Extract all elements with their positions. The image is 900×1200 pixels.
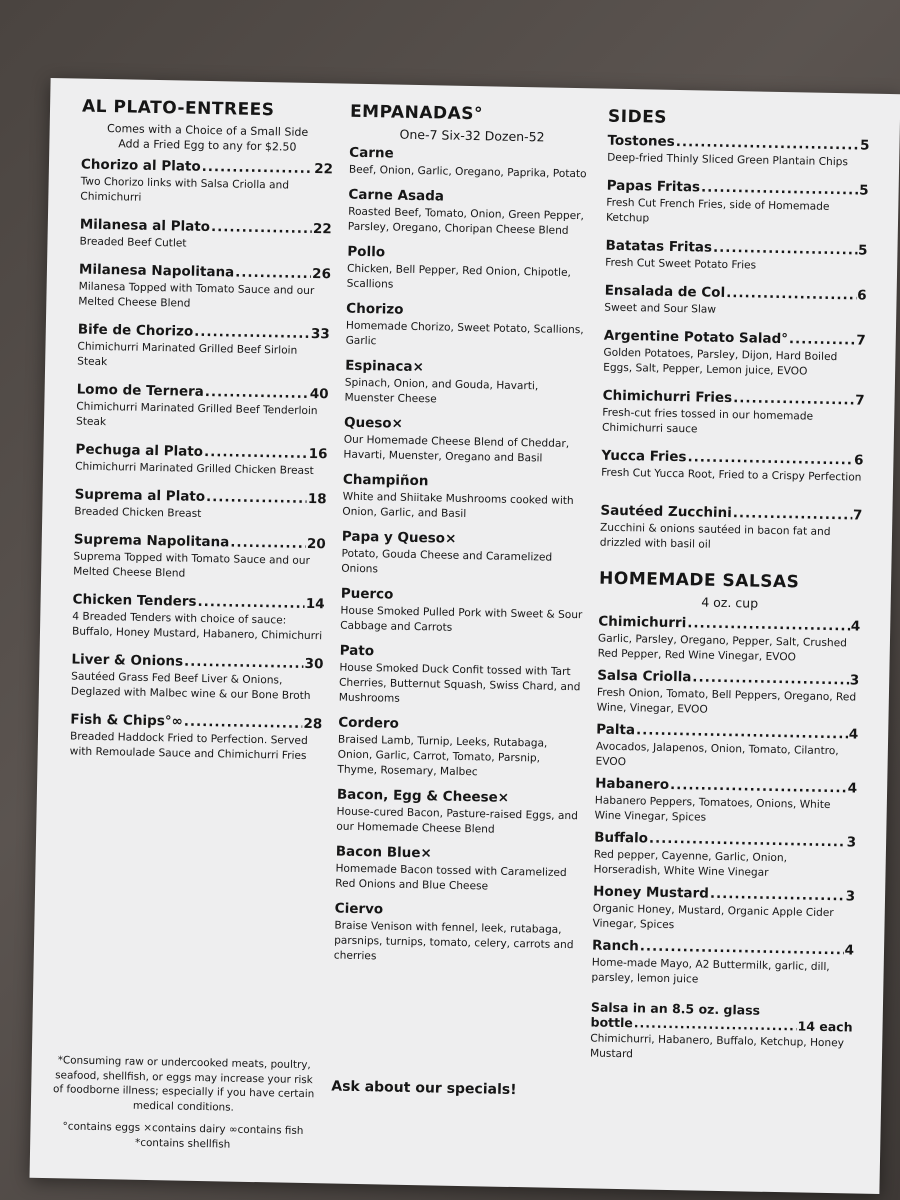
salsa-price: 4 xyxy=(844,942,855,959)
side-desc: Fresh Cut Yucca Root, Fried to a Crispy Perfection xyxy=(601,466,862,484)
salsa-bottle-desc: Chimichurri, Habanero, Buffalo, Ketchup, Honey Mustard xyxy=(589,1032,845,1061)
empanada-desc: Chicken, Bell Pepper, Red Onion, Chipotle, Scallions xyxy=(346,262,571,291)
side-item xyxy=(603,328,866,381)
entree-price: 33 xyxy=(310,325,330,343)
salsa-price: 3 xyxy=(849,672,860,689)
empanada-name: Carne Asada xyxy=(348,186,445,205)
side-name: Chimichurri Fries xyxy=(602,387,733,407)
empanada-name: Carne xyxy=(349,144,394,162)
empanada-name: Espinaca× xyxy=(345,357,425,376)
entree-item xyxy=(73,531,326,584)
entree-item xyxy=(77,322,330,375)
entree-name: Chicken Tenders xyxy=(72,591,197,610)
empanada-desc: Our Homemade Cheese Blend of Cheddar, Havarti, Muenster, Oregano and Basil xyxy=(343,433,570,465)
side-name: Argentine Potato Salad° xyxy=(603,327,789,348)
empanada-name: Queso× xyxy=(343,414,404,432)
salsa-desc: Habanero Peppers, Tomatoes, Onions, White Wine Vinegar, Spices xyxy=(594,794,831,824)
salsas-size: 4 oz. cup xyxy=(701,594,759,611)
entree-name: Liver & Onions xyxy=(71,651,184,670)
salsa-bottle-name: bottle xyxy=(590,1014,633,1031)
salsa-price: 3 xyxy=(846,834,857,851)
salsa-item xyxy=(596,668,859,721)
salsa-item xyxy=(598,614,861,667)
salsa-price: 4 xyxy=(848,726,859,743)
salsa-price: 4 xyxy=(850,618,861,635)
entree-name: Milanesa al Plato xyxy=(79,216,211,236)
empanada-desc: House-cured Bacon, Pasture-raised Eggs, and our Homemade Cheese Blend xyxy=(336,805,578,836)
empanadas-column xyxy=(334,102,596,969)
empanada-name: Pato xyxy=(339,642,375,660)
salsa-item xyxy=(594,776,857,829)
salsa-desc: Red pepper, Cayenne, Garlic, Onion, Horseradish, White Wine Vinegar xyxy=(593,848,788,879)
empanada-name: Puerco xyxy=(340,585,394,603)
entree-name: Lomo de Ternera xyxy=(76,381,204,400)
side-desc: Fresh Cut Sweet Potato Fries xyxy=(605,256,757,272)
empanada-name: Bacon Blue× xyxy=(335,843,432,862)
entree-name: Suprema al Plato xyxy=(74,486,206,505)
side-desc: Sweet and Sour Slaw xyxy=(604,301,717,316)
side-item xyxy=(604,283,867,321)
side-desc: Fresh Cut French Fries, side of Homemade Ketchup xyxy=(605,196,830,225)
entree-desc: Chimichurri Marinated Grilled Beef Tenderloin Steak xyxy=(75,400,318,429)
empanada-desc: Homemade Chorizo, Sweet Potato, Scallions, Garlic xyxy=(345,319,584,348)
food-safety-notice xyxy=(50,1053,317,1153)
allergen-legend: °contains eggs ×contains dairy ∞contains fish xyxy=(62,1120,304,1137)
side-desc: Deep-fried Thinly Sliced Green Plantain Chips xyxy=(607,151,849,169)
empanadas-pricing: One-7 Six-32 Dozen-52 xyxy=(399,126,545,145)
empanada-name: Pollo xyxy=(347,243,386,261)
empanada-desc: Braised Lamb, Turnip, Leeks, Rutabaga, Onion, Garlic, Carrot, Tomato, Parsnip, Thyme, Rosemary, Malbec xyxy=(337,733,548,779)
entree-name: Pechuga al Plato xyxy=(75,441,204,460)
side-desc: Golden Potatoes, Parsley, Dijon, Hard Boiled Eggs, Salt, Pepper, Lemon juice, EVOO xyxy=(603,346,838,378)
empanada-desc: House Smoked Duck Confit tossed with Tart Cherries, Butternut Squash, Swiss Chard, and Mushrooms xyxy=(338,661,581,705)
salsa-desc: Fresh Onion, Tomato, Bell Peppers, Oregano, Red Wine, Vinegar, EVOO xyxy=(596,686,857,716)
salsa-name: Buffalo xyxy=(594,829,649,847)
entree-item xyxy=(72,591,325,644)
empanada-desc: Roasted Beef, Tomato, Onion, Green Pepper, Parsley, Oregano, Choripan Cheese Blend xyxy=(347,205,585,237)
entree-desc: Breaded Beef Cutlet xyxy=(79,235,187,250)
entrees-subtitle-egg: Add a Fried Egg to any for $2.50 xyxy=(118,137,297,154)
empanada-desc: Potato, Gouda Cheese and Caramelized Onions xyxy=(341,547,553,576)
side-price: 5 xyxy=(857,242,868,259)
salsa-item xyxy=(592,884,855,937)
sides-column xyxy=(590,107,870,1067)
entree-price: 14 xyxy=(305,595,325,613)
side-item xyxy=(601,448,864,486)
entree-price: 20 xyxy=(306,535,326,553)
side-name: Sautéed Zucchini xyxy=(600,502,733,522)
entree-desc: 4 Breaded Tenders with choice of sauce: Buffalo, Honey Mustard, Habanero, Chimichurri xyxy=(71,610,323,643)
salsa-name: Chimichurri xyxy=(598,613,687,632)
empanada-desc: House Smoked Pulled Pork with Sweet & Sour Cabbage and Carrots xyxy=(340,604,583,634)
entree-item xyxy=(76,382,329,435)
empanada-name: Chorizo xyxy=(346,300,404,318)
entree-name: Bife de Chorizo xyxy=(77,321,194,340)
entree-item xyxy=(79,217,332,255)
sides-title: SIDES xyxy=(607,106,668,128)
entree-price: 16 xyxy=(308,445,328,463)
side-price: 5 xyxy=(859,137,870,154)
salsa-bottle-item xyxy=(590,999,853,1066)
entree-price: 30 xyxy=(304,655,324,673)
side-name: Ensalada de Col xyxy=(604,282,726,301)
side-name: Tostones xyxy=(607,132,675,150)
salsa-bottle-price: 14 each xyxy=(797,1018,853,1035)
entrees-title: AL PLATO-ENTREES xyxy=(81,96,275,121)
consumption-warning: *Consuming raw or undercooked meats, poultry, seafood, shellfish, or eggs may increase your risk of foodborne illness; especially if you have certain medical conditions. xyxy=(52,1054,315,1114)
salsa-item xyxy=(593,830,856,883)
salsa-bottle-label: Salsa in an 8.5 oz. glass xyxy=(590,999,761,1018)
side-price: 6 xyxy=(857,287,867,304)
entree-item xyxy=(71,651,324,704)
salsa-name: Habanero xyxy=(595,775,670,793)
empanada-desc: Spinach, Onion, and Gouda, Havarti, Muenster Cheese xyxy=(344,376,539,406)
entree-desc: Chimichurri Marinated Grilled Beef Sirloin Steak xyxy=(77,340,298,369)
entree-item xyxy=(74,486,327,524)
entree-price: 22 xyxy=(312,221,332,238)
side-item xyxy=(602,388,865,441)
empanada-name: Ciervo xyxy=(334,900,384,918)
side-price: 7 xyxy=(852,507,863,524)
salsa-price: 3 xyxy=(845,888,856,905)
empanada-desc: Beef, Onion, Garlic, Oregano, Paprika, Potato xyxy=(348,163,587,181)
entree-desc: Suprema Topped with Tomato Sauce and our Melted Cheese Blend xyxy=(73,550,311,580)
salsa-name: Salsa Criolla xyxy=(597,667,692,686)
entree-desc: Two Chorizo links with Salsa Criolla and Chimichurri xyxy=(80,175,290,204)
entree-desc: Chimichurri Marinated Grilled Chicken Breast xyxy=(75,460,314,478)
entree-name: Chorizo al Plato xyxy=(80,156,201,175)
empanada-desc: White and Shiitake Mushrooms cooked with Onion, Garlic, and Basil xyxy=(342,490,574,521)
salsa-item xyxy=(591,937,854,990)
side-price: 7 xyxy=(855,392,865,409)
side-price: 7 xyxy=(856,332,866,349)
entrees-subtitle-side: Comes with a Choice of a Small Side xyxy=(106,122,309,139)
salsa-desc: Home-made Mayo, A2 Buttermilk, garlic, dill, parsley, lemon juice xyxy=(591,956,830,986)
entree-desc: Breaded Haddock Fried to Perfection. Served with Remoulade Sauce and Chimichurri Fries xyxy=(69,730,308,762)
entree-name: Fish & Chips°∞ xyxy=(70,711,183,730)
entree-item xyxy=(70,711,323,764)
empanada-desc: Braise Venison with fennel, leek, rutabaga, parsnips, turnips, tomato, celery, carrots and cherries xyxy=(333,919,574,963)
entree-desc: Breaded Chicken Breast xyxy=(74,505,202,520)
side-item xyxy=(605,238,868,276)
side-item xyxy=(606,178,869,231)
entree-desc: Milanesa Topped with Tomato Sauce and our Melted Cheese Blend xyxy=(78,280,315,310)
entree-price: 22 xyxy=(313,161,334,178)
entree-price: 18 xyxy=(307,490,327,508)
entree-item xyxy=(75,441,328,479)
salsa-price: 4 xyxy=(847,780,858,797)
entree-price: 28 xyxy=(303,715,323,733)
entrees-column xyxy=(70,97,335,765)
side-desc: Zucchini & onions sautéed in bacon fat and drizzled with basil oil xyxy=(599,521,831,551)
entree-desc: Sautéed Grass Fed Beef Liver & Onions, Deglazed with Malbec wine & our Bone Broth xyxy=(70,670,311,703)
side-price: 5 xyxy=(859,182,869,199)
empanadas-title: EMPANADAS° xyxy=(349,101,484,125)
side-name: Yucca Fries xyxy=(601,447,687,466)
menu-page xyxy=(30,78,900,1194)
entree-price: 26 xyxy=(311,265,332,283)
salsa-item xyxy=(595,722,858,775)
empanada-name: Champiñon xyxy=(342,471,429,490)
salsa-name: Honey Mustard xyxy=(592,883,710,902)
side-item xyxy=(600,503,863,556)
salsas-title: HOMEMADE SALSAS xyxy=(598,568,800,593)
side-price: 6 xyxy=(853,452,864,469)
side-name: Papas Fritas xyxy=(606,177,701,196)
empanada-name: Cordero xyxy=(338,714,400,732)
shellfish-legend: *contains shellfish xyxy=(134,1136,231,1151)
empanada-name: Bacon, Egg & Cheese× xyxy=(336,786,510,806)
entree-item xyxy=(80,157,333,210)
side-item xyxy=(607,133,870,171)
specials-note: Ask about our specials! xyxy=(331,1078,517,1099)
side-desc: Fresh-cut fries tossed in our homemade Chimichurri sauce xyxy=(601,406,814,436)
salsa-desc: Garlic, Parsley, Oregano, Pepper, Salt, Crushed Red Pepper, Red Wine Vinegar, EVOO xyxy=(597,632,847,664)
empanada-name: Papa y Queso× xyxy=(341,528,457,547)
entree-item xyxy=(78,262,331,315)
salsa-desc: Organic Honey, Mustard, Organic Apple Cider Vinegar, Spices xyxy=(592,902,834,932)
side-name: Batatas Fritas xyxy=(605,237,713,256)
entree-price: 40 xyxy=(309,385,329,403)
entree-name: Suprema Napolitana xyxy=(73,531,230,551)
salsa-name: Ranch xyxy=(591,937,639,955)
salsa-desc: Avocados, Jalapenos, Onion, Tomato, Cilantro, EVOO xyxy=(595,740,839,769)
empanada-desc: Homemade Bacon tossed with Caramelized Red Onions and Blue Cheese xyxy=(335,862,567,893)
salsa-name: Palta xyxy=(596,721,636,739)
entree-name: Milanesa Napolitana xyxy=(78,261,235,281)
